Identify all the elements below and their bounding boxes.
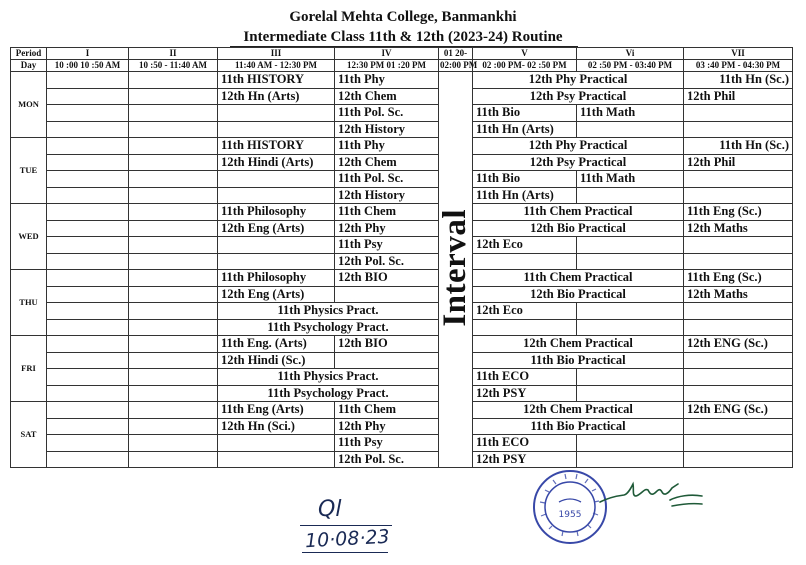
table-cell <box>129 138 218 155</box>
table-cell: 11th Chem <box>335 204 439 221</box>
table-cell <box>129 369 218 386</box>
table-cell <box>129 220 218 237</box>
table-cell: 12th Pol. Sc. <box>335 253 439 270</box>
table-cell <box>577 237 684 254</box>
table-cell <box>129 418 218 435</box>
table-cell: 11th Psychology Pract. <box>218 319 439 336</box>
table-cell: 12th Chem Practical <box>473 402 684 419</box>
table-cell <box>47 402 129 419</box>
table-cell <box>473 319 577 336</box>
table-cell: 11th Physics Pract. <box>218 369 439 386</box>
day-name: TUE <box>11 138 47 204</box>
table-row <box>11 105 793 122</box>
table-cell: 11th Phy <box>335 72 439 89</box>
table-cell: 12th Hindi (Arts) <box>218 154 335 171</box>
table-cell: 11th Bio <box>473 105 577 122</box>
table-cell: 11th Chem <box>335 402 439 419</box>
interval-label: Interval <box>437 208 473 327</box>
time-col: 02 :50 PM - 03:40 PM <box>577 60 684 72</box>
table-cell: 12th Eng (Arts) <box>218 286 335 303</box>
table-cell <box>129 451 218 468</box>
table-cell <box>218 435 335 452</box>
table-cell: 12th Phy <box>335 220 439 237</box>
table-cell: 11th Hn (Arts) <box>473 121 577 138</box>
table-cell: 11th Hn (Sc.) <box>684 72 793 89</box>
time-col: 12:30 PM 01 :20 PM <box>335 60 439 72</box>
day-name: SAT <box>11 402 47 468</box>
routine-title: Intermediate Class 11th & 12th (2023-24) Routine <box>243 29 563 45</box>
table-cell <box>129 187 218 204</box>
table-cell: 11th Chem Practical <box>473 204 684 221</box>
table-cell <box>684 237 793 254</box>
table-cell <box>129 88 218 105</box>
table-cell <box>47 171 129 188</box>
routine-table <box>10 47 793 468</box>
period-col: II <box>129 48 218 60</box>
table-cell <box>577 435 684 452</box>
table-cell <box>129 253 218 270</box>
table-row <box>11 319 793 336</box>
principal-signature <box>598 476 708 512</box>
table-cell: 12th Psy Practical <box>473 88 684 105</box>
table-cell: 12th History <box>335 187 439 204</box>
table-cell: 11th Bio Practical <box>473 418 684 435</box>
table-cell: 12th Chem Practical <box>473 336 684 353</box>
table-cell <box>577 369 684 386</box>
table-cell <box>218 253 335 270</box>
table-row <box>11 237 793 254</box>
table-row <box>11 121 793 138</box>
table-cell <box>577 319 684 336</box>
time-col: 11:40 AM - 12:30 PM <box>218 60 335 72</box>
table-row <box>11 286 793 303</box>
table-cell: 12th Hn (Sci.) <box>218 418 335 435</box>
table-cell <box>47 187 129 204</box>
table-cell <box>218 451 335 468</box>
table-cell: 12th Phy <box>335 418 439 435</box>
table-row <box>11 303 793 320</box>
table-cell: 11th Math <box>577 171 684 188</box>
time-header-row <box>11 60 793 72</box>
table-cell <box>129 154 218 171</box>
table-row <box>11 385 793 402</box>
table-cell: 12th Chem <box>335 154 439 171</box>
table-cell <box>129 270 218 287</box>
time-col: 10 :00 10 :50 AM <box>47 60 129 72</box>
table-cell <box>684 121 793 138</box>
period-label: Period <box>11 48 47 60</box>
table-cell <box>47 154 129 171</box>
period-col: Vi <box>577 48 684 60</box>
table-row <box>11 138 793 155</box>
day-label: Day <box>11 60 47 72</box>
period-col: IV <box>335 48 439 60</box>
table-cell <box>47 352 129 369</box>
table-row <box>11 369 793 386</box>
time-col: 03 :40 PM - 04:30 PM <box>684 60 793 72</box>
table-cell: 11th Bio Practical <box>473 352 684 369</box>
table-cell: 12th Bio Practical <box>473 220 684 237</box>
table-row <box>11 451 793 468</box>
table-cell <box>129 72 218 89</box>
table-cell: 12th BIO <box>335 270 439 287</box>
period-col: V <box>473 48 577 60</box>
table-cell: 11th Hn (Arts) <box>473 187 577 204</box>
table-row <box>11 171 793 188</box>
table-cell <box>47 369 129 386</box>
day-name: WED <box>11 204 47 270</box>
table-cell <box>684 303 793 320</box>
table-cell <box>47 451 129 468</box>
table-cell <box>47 88 129 105</box>
period-header-row <box>11 48 793 60</box>
table-cell <box>129 352 218 369</box>
time-col: 02 :00 PM- 02 :50 PM <box>473 60 577 72</box>
table-cell <box>47 435 129 452</box>
period-col: III <box>218 48 335 60</box>
table-cell <box>129 105 218 122</box>
table-row <box>11 204 793 221</box>
table-cell <box>218 171 335 188</box>
table-cell: 12th ENG (Sc.) <box>684 336 793 353</box>
table-cell <box>577 303 684 320</box>
table-cell <box>473 253 577 270</box>
table-cell <box>47 121 129 138</box>
handwritten-date: 10·08·23 <box>304 525 391 553</box>
table-cell <box>684 418 793 435</box>
table-cell <box>47 237 129 254</box>
table-cell <box>684 385 793 402</box>
table-cell <box>47 204 129 221</box>
table-row <box>11 220 793 237</box>
table-row <box>11 88 793 105</box>
table-cell: 12th BIO <box>335 336 439 353</box>
table-row <box>11 336 793 353</box>
period-col: VII <box>684 48 793 60</box>
table-cell <box>129 204 218 221</box>
table-cell: 12th Hn (Arts) <box>218 88 335 105</box>
table-cell <box>129 237 218 254</box>
table-cell <box>47 270 129 287</box>
table-cell <box>577 385 684 402</box>
table-cell: 11th Pol. Sc. <box>335 105 439 122</box>
period-col: I <box>47 48 129 60</box>
table-cell <box>129 171 218 188</box>
date-underline <box>302 552 388 553</box>
table-cell <box>684 171 793 188</box>
table-cell: 12th Phil <box>684 154 793 171</box>
handwritten-initial: Ql <box>318 497 342 522</box>
table-cell: 11th HISTORY <box>218 138 335 155</box>
table-cell: 11th Eng (Sc.) <box>684 204 793 221</box>
table-cell <box>684 451 793 468</box>
table-cell: 11th Math <box>577 105 684 122</box>
table-cell: 12th Maths <box>684 220 793 237</box>
table-cell: 12th History <box>335 121 439 138</box>
table-cell <box>129 385 218 402</box>
table-cell <box>47 385 129 402</box>
table-cell <box>577 187 684 204</box>
table-cell <box>47 105 129 122</box>
table-cell: 11th HISTORY <box>218 72 335 89</box>
table-cell <box>684 352 793 369</box>
table-cell <box>218 105 335 122</box>
table-cell <box>218 121 335 138</box>
table-cell <box>218 237 335 254</box>
table-cell <box>47 319 129 336</box>
table-cell <box>129 303 218 320</box>
table-cell <box>684 105 793 122</box>
table-cell: 11th Philosophy <box>218 204 335 221</box>
table-cell: 11th ECO <box>473 369 577 386</box>
table-cell <box>129 319 218 336</box>
table-row <box>11 270 793 287</box>
day-name: FRI <box>11 336 47 402</box>
table-cell <box>47 303 129 320</box>
table-cell <box>335 352 439 369</box>
table-cell <box>47 72 129 89</box>
table-cell: 11th Physics Pract. <box>218 303 439 320</box>
table-cell <box>129 286 218 303</box>
table-cell <box>684 319 793 336</box>
table-cell: 12th Eco <box>473 303 577 320</box>
table-cell: 11th ECO <box>473 435 577 452</box>
table-cell: 11th Eng (Sc.) <box>684 270 793 287</box>
table-cell: 11th Psy <box>335 435 439 452</box>
table-cell: 12th Eco <box>473 237 577 254</box>
table-cell: 12th Pol. Sc. <box>335 451 439 468</box>
table-cell: 12th Phil <box>684 88 793 105</box>
table-cell <box>684 369 793 386</box>
table-cell: 11th Bio <box>473 171 577 188</box>
table-cell: 12th Psy Practical <box>473 154 684 171</box>
table-cell: 12th Phy Practical <box>473 72 684 89</box>
table-cell: 11th Eng (Arts) <box>218 402 335 419</box>
table-cell: 12th Bio Practical <box>473 286 684 303</box>
table-cell <box>129 402 218 419</box>
table-cell <box>47 253 129 270</box>
table-row <box>11 72 793 89</box>
table-cell: 12th Phy Practical <box>473 138 684 155</box>
table-row <box>11 402 793 419</box>
table-cell <box>684 435 793 452</box>
day-name: THU <box>11 270 47 336</box>
table-cell: 12th PSY <box>473 451 577 468</box>
period-col-interval: 01 20- <box>439 48 473 60</box>
day-name: MON <box>11 72 47 138</box>
table-cell: 12th ENG (Sc.) <box>684 402 793 419</box>
table-cell: 11th Philosophy <box>218 270 335 287</box>
table-cell: 12th PSY <box>473 385 577 402</box>
table-cell: 11th Hn (Sc.) <box>684 138 793 155</box>
table-cell <box>47 336 129 353</box>
table-cell <box>129 435 218 452</box>
table-cell <box>335 286 439 303</box>
seal-year: 1955 <box>558 510 582 520</box>
table-row <box>11 253 793 270</box>
table-cell <box>129 336 218 353</box>
table-cell: 11th Chem Practical <box>473 270 684 287</box>
table-cell <box>577 253 684 270</box>
table-row <box>11 418 793 435</box>
table-row <box>11 187 793 204</box>
college-name: Gorelal Mehta College, Banmankhi <box>289 9 517 25</box>
table-row <box>11 435 793 452</box>
table-cell <box>577 451 684 468</box>
table-cell <box>218 187 335 204</box>
table-cell: 12th Maths <box>684 286 793 303</box>
table-cell: 11th Psy <box>335 237 439 254</box>
table-cell <box>577 121 684 138</box>
table-cell <box>47 418 129 435</box>
table-cell: 12th Hindi (Sc.) <box>218 352 335 369</box>
table-cell <box>47 286 129 303</box>
table-cell: 12th Chem <box>335 88 439 105</box>
interval-column <box>439 72 473 468</box>
time-col: 10 :50 - 11:40 AM <box>129 60 218 72</box>
table-cell <box>47 138 129 155</box>
table-cell: 11th Pol. Sc. <box>335 171 439 188</box>
table-cell <box>129 121 218 138</box>
table-cell <box>684 253 793 270</box>
table-cell <box>47 220 129 237</box>
table-cell: 11th Eng. (Arts) <box>218 336 335 353</box>
table-cell <box>684 187 793 204</box>
table-row <box>11 352 793 369</box>
table-cell: 12th Eng (Arts) <box>218 220 335 237</box>
table-cell: 11th Psychology Pract. <box>218 385 439 402</box>
time-col-interval: 02:00 PM <box>440 60 478 70</box>
table-row <box>11 154 793 171</box>
table-cell: 11th Phy <box>335 138 439 155</box>
